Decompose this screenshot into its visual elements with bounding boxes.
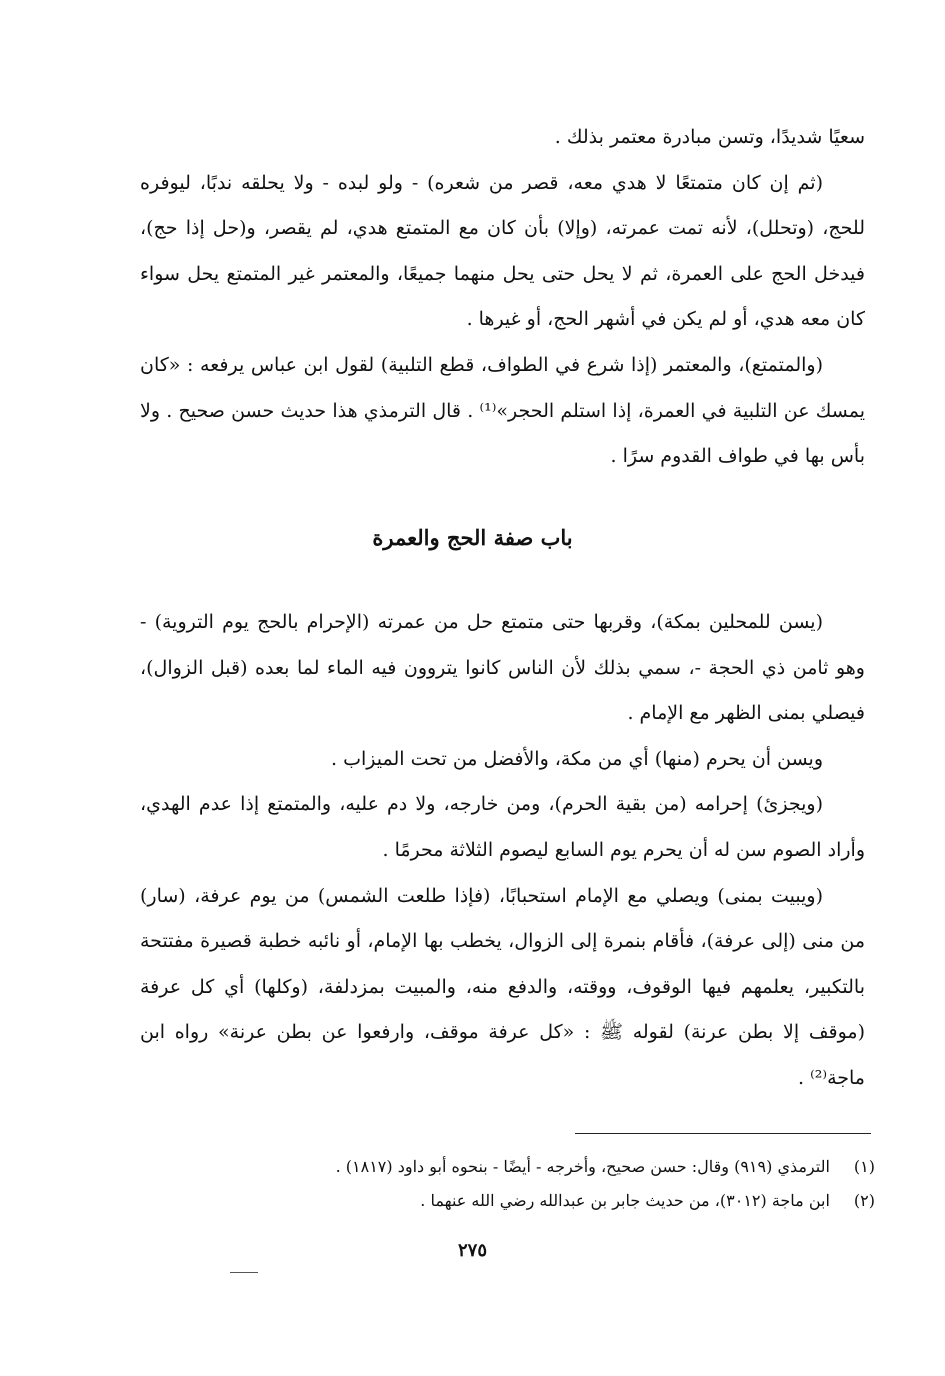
paragraph: (ويجزئ) إحرامه (من بقية الحرم)، ومن خارجه، ولا دم عليه، والمتمتع إذا عدم الهدي، وأراد الصوم سن له أن يحرم يوم السابع ليصوم الثلاثة محرمًا . [140, 793, 865, 861]
footnote-text: الترمذي (٩١٩) وقال: حسن صحيح، وأخرجه - أيضًا - بنحوه أبو داود (١٨١٧) . [335, 1157, 830, 1176]
footnotes [140, 1150, 875, 1218]
footnote-number: (٢) [853, 1191, 875, 1210]
footnote-number: (١) [853, 1157, 875, 1176]
paragraph: سعيًا شديدًا، وتسن مبادرة معتمر بذلك . [554, 126, 865, 148]
footnote-2 [140, 1184, 875, 1218]
margin-mark [230, 1272, 258, 1273]
section-text-2 [140, 600, 865, 1102]
footnote-text: ابن ماجة (٣٠١٢)، من حديث جابر بن عبدالله رضي الله عنهما . [420, 1191, 830, 1210]
chapter-heading: باب صفة الحج والعمرة [372, 525, 573, 550]
paragraph: ويسن أن يحرم (منها) أي من مكة، والأفضل من تحت الميزاب . [331, 747, 823, 770]
footnote-1 [140, 1150, 875, 1184]
section-text-1 [140, 115, 865, 480]
footnote-divider [575, 1133, 871, 1134]
paragraph: (يسن للمحلين بمكة)، وقربها حتى متمتع حل من عمرته (الإحرام بالحج يوم التروية) - وهو ثامن ذي الحجة -، سمي بذلك لأن الناس كانوا يتروون فيه الماء لما بعده (قبل الزوال)، فيصلي بمنى الظهر مع الإمام . [140, 611, 865, 725]
page-number: ٢٧٥ [457, 1240, 487, 1261]
paragraph: (ويبيت بمنى) ويصلي مع الإمام استحبابًا، (فإذا طلعت الشمس) من يوم عرفة، (سار) من منى (إلى عرفة)، فأقام بنمرة إلى الزوال، يخطب بها الإمام، أو نائبه خطبة قصيرة مفتتحة بالتكبير، يعلمهم فيها الوقوف، ووقته، والدفع منه، والمبيت بمزدلفة، (وكلها) أي كل عرفة (موقف إلا بطن عرنة) لقوله ﷺ : «كل عرفة موقف، وارفعوا عن بطن عرنة» رواه ابن ماجة⁽²⁾ . [140, 884, 865, 1089]
paragraph: (ثم إن كان متمتعًا لا هدي معه، قصر من شعره) - ولو لبده - ولا يحلقه ندبًا، ليوفره للحج، (وتحلل)، لأنه تمت عمرته، (وإلا) بأن كان مع المتمتع هدي، لم يقصر، و(حل إذا حج)، فيدخل الحج على العمرة، ثم لا يحل حتى يحل منهما جميعًا، والمعتمر غير المتمتع يحل سواء كان معه هدي، أو لم يكن في أشهر الحج، أو غيرها . [140, 171, 866, 331]
paragraph: (والمتمتع)، والمعتمر (إذا شرع في الطواف، قطع التلبية) لقول ابن عباس يرفعه : «كان يمسك عن التلبية في العمرة، إذا استلم الحجر»⁽¹⁾ . قال الترمذي هذا حديث حسن صحيح . ولا بأس بها في طواف القدوم سرًا . [140, 353, 865, 468]
